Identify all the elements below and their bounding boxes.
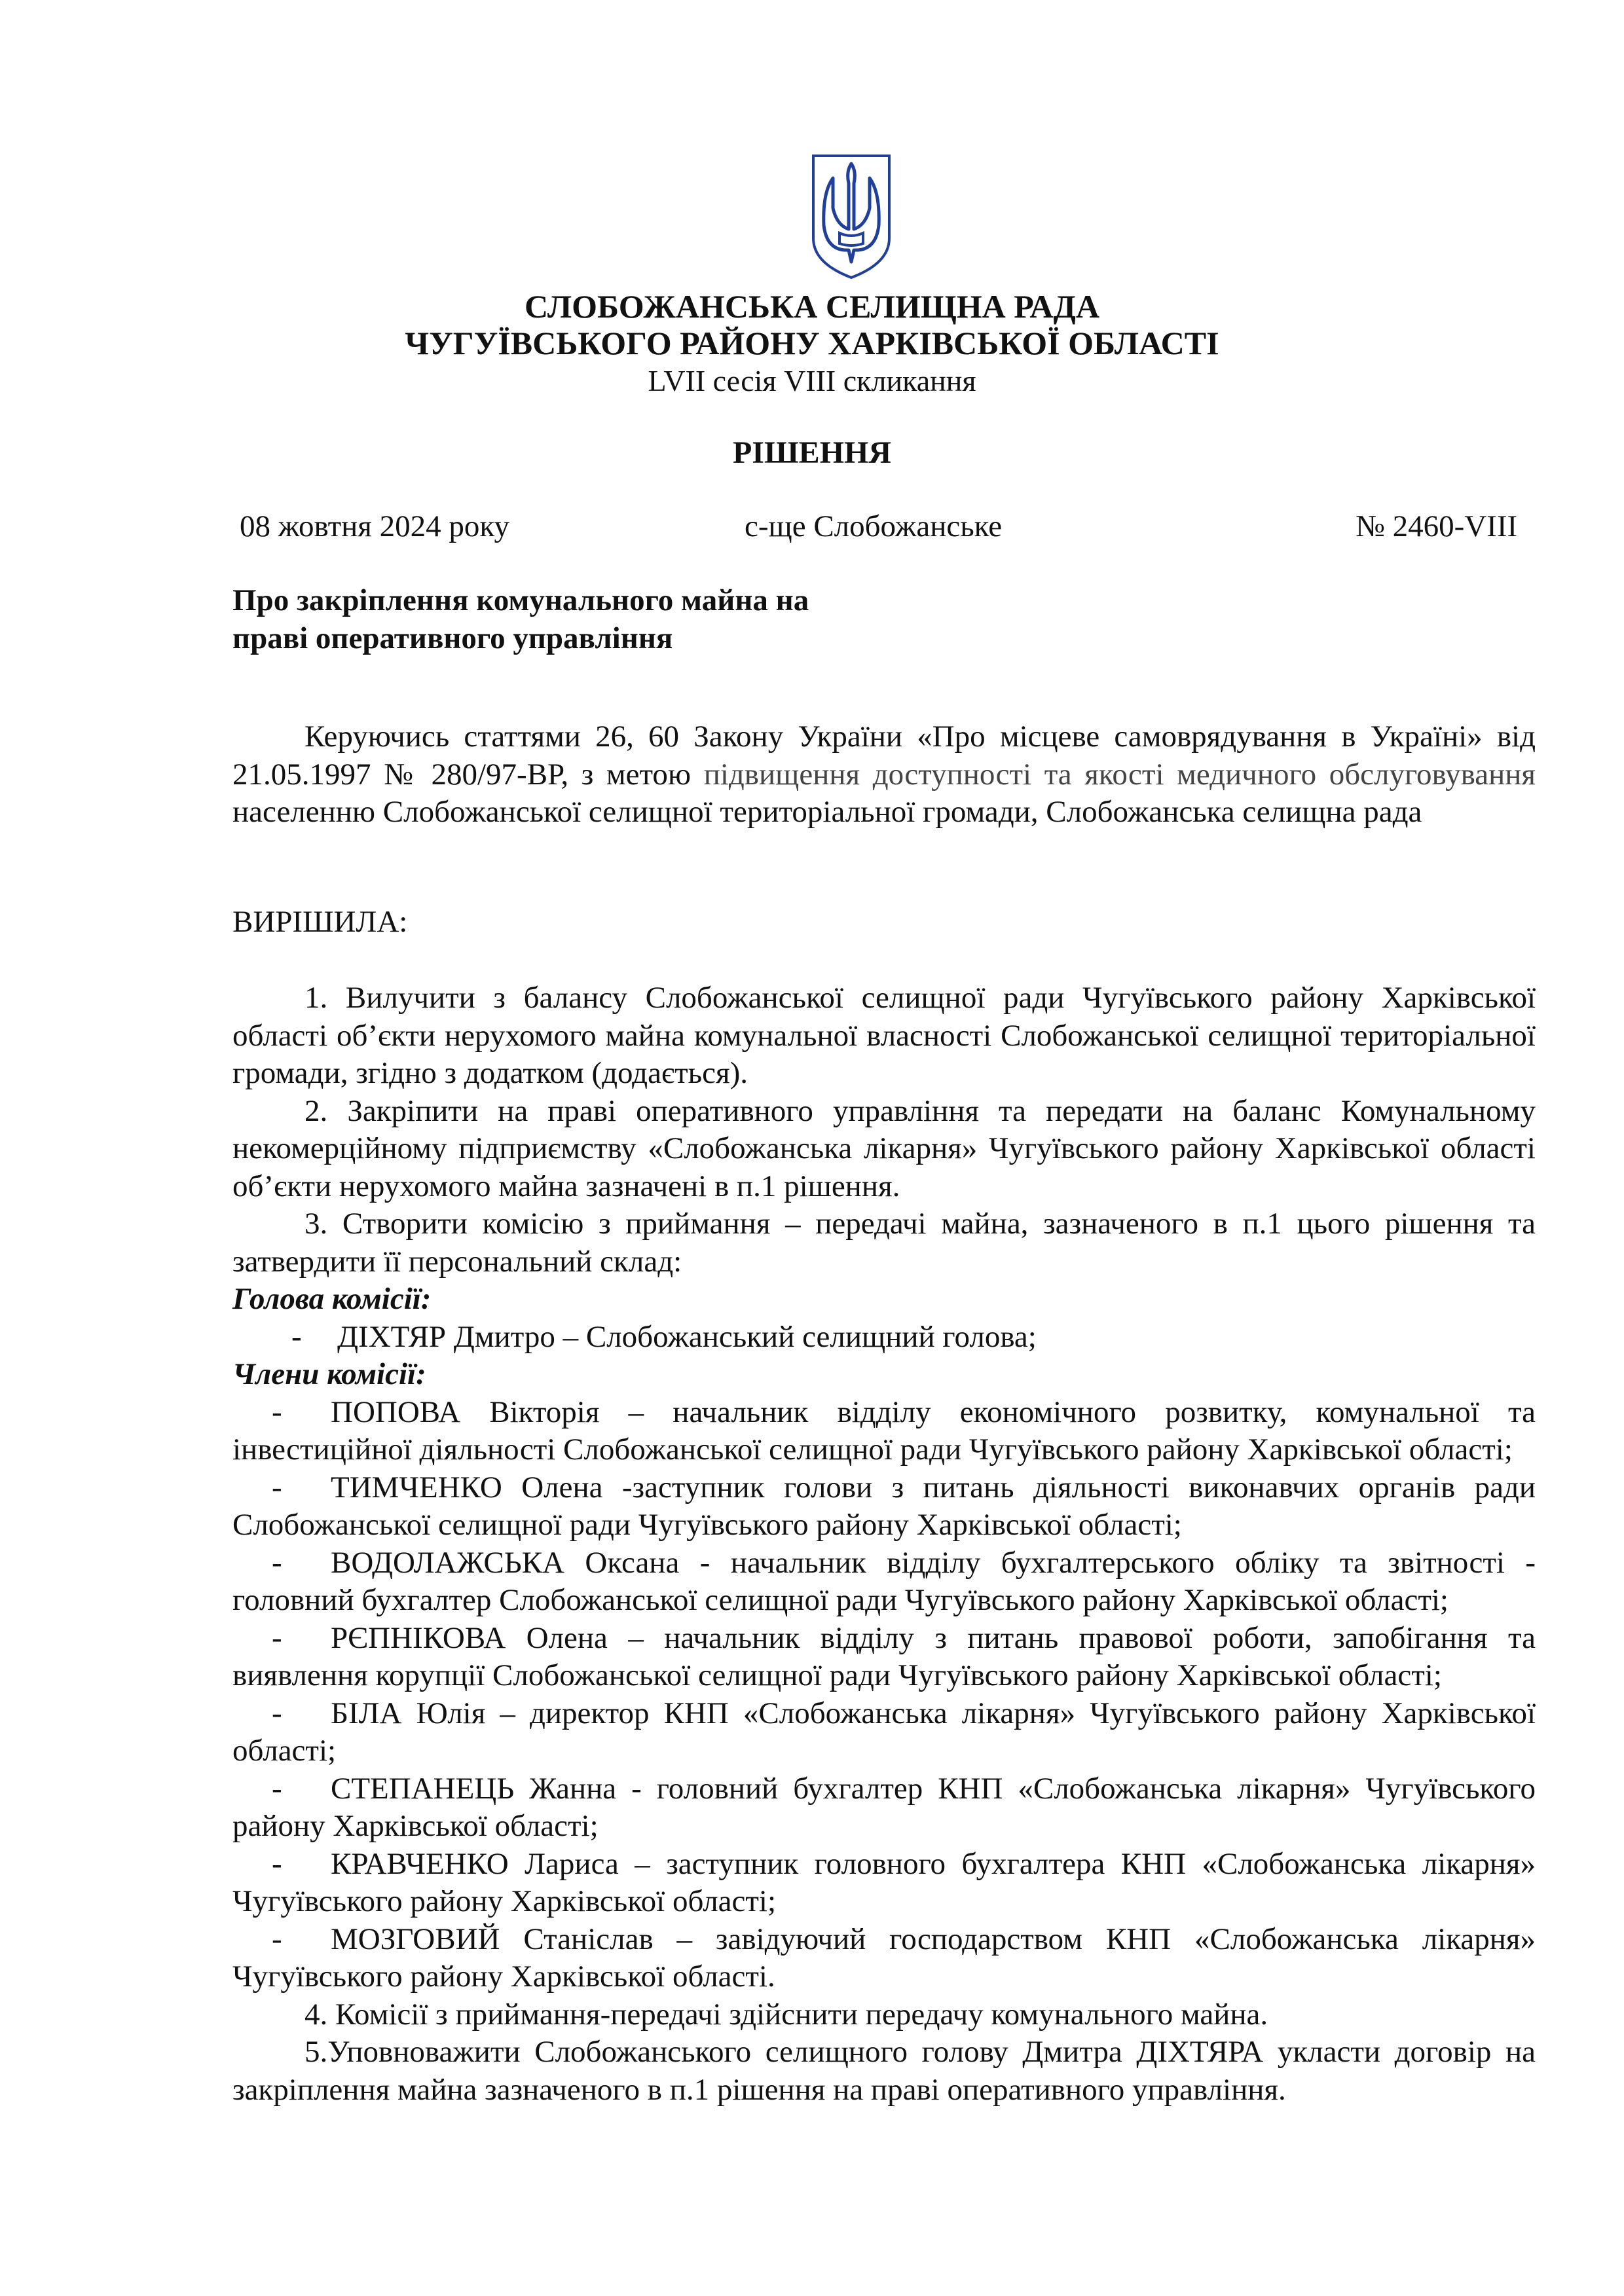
- list-dash: -: [291, 1319, 302, 1354]
- commission-member: [232, 1394, 1536, 1469]
- list-dash: -: [272, 1846, 282, 1881]
- decision-item: 5.Уповноважити Слобожанського селищного голову Дмитра ДІХТЯРА укласти договір на закріплення майна зазначеного в п.1 рішення на праві оперативного управління.: [232, 2035, 1536, 2107]
- list-dash: -: [272, 1394, 282, 1429]
- organization-name: СЛОБОЖАНСЬКА СЕЛИЩНА РАДА: [525, 288, 1099, 325]
- decision-title: [232, 581, 809, 657]
- member-text: МОЗГОВИЙ Станіслав – завідуючий господарством КНП «Слобожанська лікарня» Чугуївського району Харківської області.: [232, 1922, 1536, 1994]
- preamble-text: Керуючись статтями 26, 60 Закону України «Про місцеве самоврядування в Україні» від 21.05.1997 № 280/97-ВР, з метою: [232, 720, 1536, 792]
- decision-item: 1. Вилучити з балансу Слобожанської селищної ради Чугуївського району Харківської області об’єкти нерухомого майна комунальної власності Слобожанської селищної територіальної громади, згідно з додатком (додається).: [232, 981, 1536, 1090]
- member-text: ТИМЧЕНКО Олена -заступник голови з питань діяльності виконавчих органів ради Слобожанської селищної ради Чугуївського району Харківської області;: [232, 1470, 1536, 1542]
- member-text: КРАВЧЕНКО Лариса – заступник головного бухгалтера КНП «Слобожанська лікарня» Чугуївського району Харківської області;: [232, 1846, 1536, 1918]
- session-label: LVII сесія VIII скликання: [648, 364, 976, 397]
- document-number: № 2460-VIII: [1356, 509, 1518, 543]
- decision-item: 2. Закріпити на праві оперативного управління та передати на баланс Комунальному некомерційному підприємству «Слобожанська лікарня» Чугуївського району Харківської області об’єкти нерухомого майна зазначені в п.1 рішення.: [232, 1093, 1536, 1203]
- commission-chair: [232, 1319, 1536, 1357]
- preamble: [232, 718, 1536, 831]
- commission-member: [232, 1921, 1536, 1996]
- commission-chair-heading: Голова комісії:: [232, 1282, 432, 1316]
- member-text: БІЛА Юлія – директор КНП «Слобожанська лікарня» Чугуївського району Харківської області;: [232, 1696, 1536, 1768]
- commission-member: [232, 1469, 1536, 1544]
- list-dash: -: [272, 1922, 282, 1956]
- member-text: ВОДОЛАЖСЬКА Оксана - начальник відділу бухгалтерського обліку та звітності - головний бухгалтер Слобожанської селищної ради Чугуївського району Харківської області;: [232, 1545, 1536, 1617]
- commission-member: [232, 1620, 1536, 1695]
- list-dash: -: [272, 1545, 282, 1580]
- member-text: ПОПОВА Вікторія – начальник відділу економічного розвитку, комунальної та інвестиційної діяльності Слобожанської селищної ради Чугуївського району Харківської області;: [232, 1394, 1536, 1467]
- decision-title-line: Про закріплення комунального майна на: [232, 583, 809, 617]
- member-text: СТЕПАНЕЦЬ Жанна - головний бухгалтер КНП «Слобожанська лікарня» Чугуївського району Харківської області;: [232, 1771, 1536, 1843]
- list-dash: -: [272, 1696, 282, 1730]
- coat-of-arms-icon: [809, 152, 893, 280]
- decision-title-line: праві оперативного управління: [232, 621, 673, 655]
- commission-chair-text: ДІХТЯР Дмитро – Слобожанський селищний голова;: [337, 1319, 1037, 1354]
- list-dash: -: [272, 1470, 282, 1504]
- document-type: РІШЕННЯ: [732, 435, 892, 470]
- list-dash: -: [272, 1620, 282, 1655]
- decision-items: [232, 979, 1536, 2109]
- document-date: 08 жовтня 2024 року: [240, 509, 510, 543]
- commission-member: [232, 1544, 1536, 1620]
- member-text: РЄПНІКОВА Олена – начальник відділу з питань правової роботи, запобігання та виявлення корупції Слобожанської селищної ради Чугуївського району Харківської області;: [232, 1620, 1536, 1692]
- preamble-purpose: підвищення доступності та якості медичного обслуговування: [703, 757, 1536, 792]
- commission-member: [232, 1695, 1536, 1770]
- list-dash: -: [272, 1771, 282, 1806]
- decision-item: 4. Комісії з приймання-передачі здійснити передачу комунального майна.: [304, 1997, 1268, 2032]
- commission-member: [232, 1846, 1536, 1921]
- document-place: с-ще Слобожанське: [745, 509, 1003, 543]
- preamble-text: населенню Слобожанської селищної територіальної громади, Слобожанська селищна рада: [232, 795, 1422, 829]
- commission-member: [232, 1770, 1536, 1846]
- decided-heading: ВИРІШИЛА:: [232, 905, 408, 939]
- commission-members-heading: Члени комісії:: [232, 1357, 426, 1391]
- organization-district: ЧУГУЇВСЬКОГО РАЙОНУ ХАРКІВСЬКОЇ ОБЛАСТІ: [405, 325, 1219, 361]
- decision-item: 3. Створити комісію з приймання – передачі майна, зазначеного в п.1 цього рішення та затвердити її персональний склад:: [232, 1207, 1536, 1279]
